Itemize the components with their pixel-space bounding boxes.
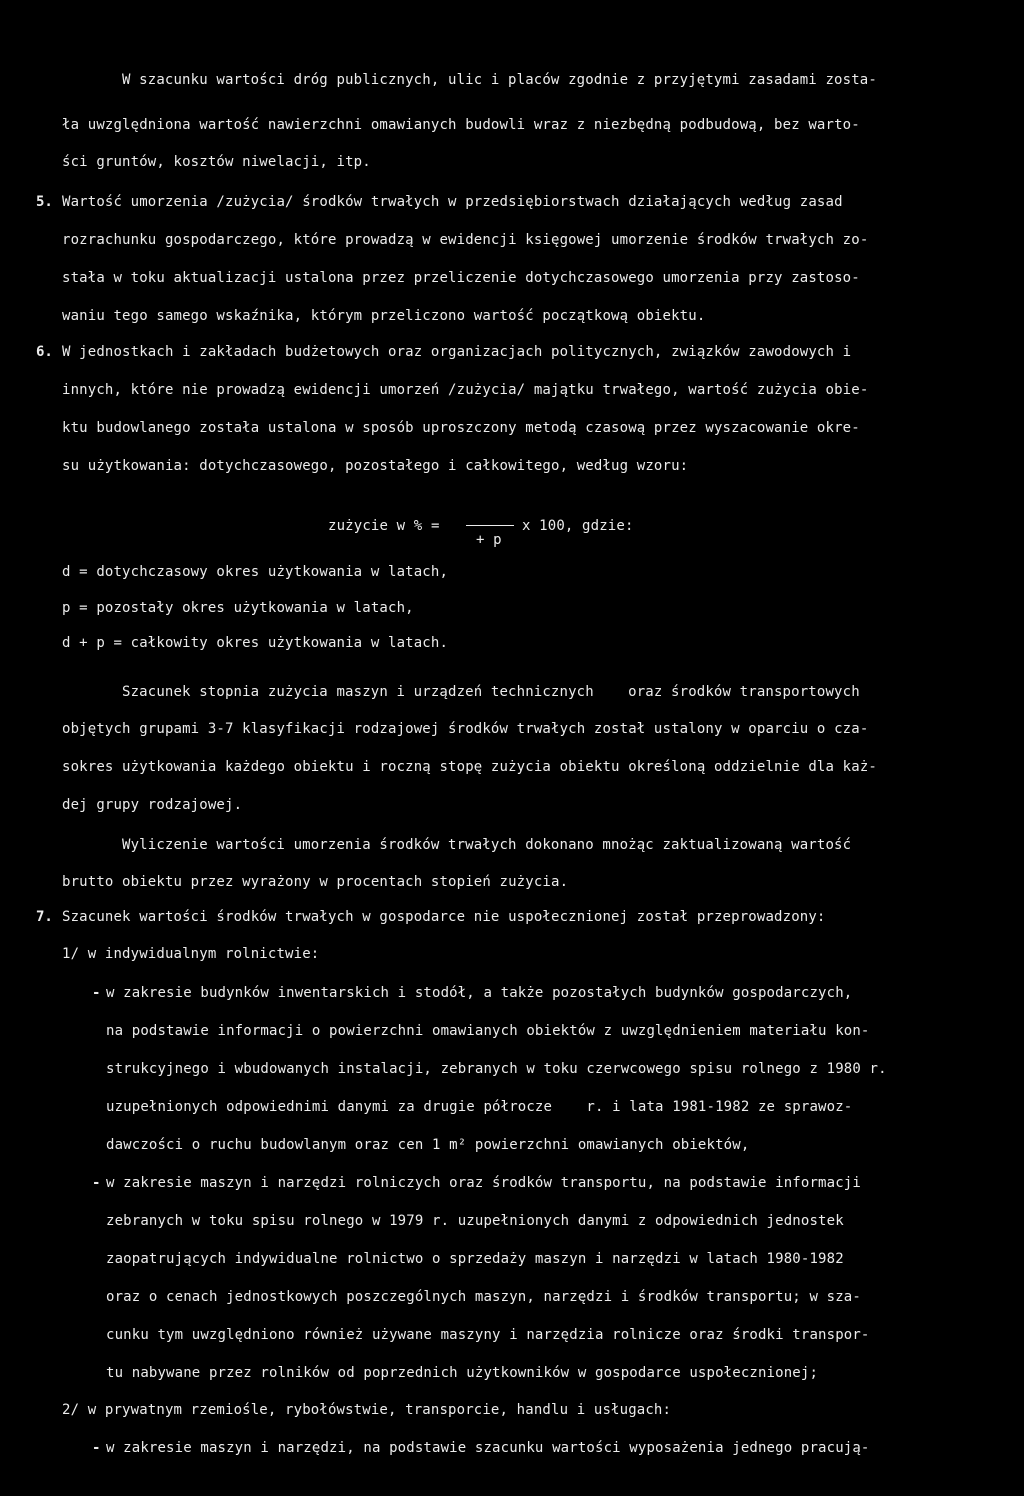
definition-line: d = dotychczasowy okres użytkowania w latach, xyxy=(62,564,449,580)
text-line: w zakresie maszyn i narzędzi, na podstawie szacunku wartości wyposażenia jednego pracują- xyxy=(106,1440,870,1456)
definition-line: p = pozostały okres użytkowania w latach, xyxy=(62,600,414,616)
formula-right: x 100, gdzie: xyxy=(522,518,634,534)
text-line: zaopatrujących indywidualne rolnictwo o sprzedaży maszyn i narzędzi w latach 1980-1982 xyxy=(106,1251,844,1267)
text-line: ła uwzględniona wartość nawierzchni omawianych budowli wraz z niezbędną podbudową, bez warto- xyxy=(62,117,860,133)
text-line: innych, które nie prowadzą ewidencji umorzeń /zużycia/ majątku trwałego, wartość zużycia obie- xyxy=(62,382,869,398)
list-dash: - xyxy=(92,1440,101,1456)
text-line: dej grupy rodzajowej. xyxy=(62,797,243,813)
list-dash: - xyxy=(92,985,101,1001)
text-line: stała w toku aktualizacji ustalona przez przeliczenie dotychczasowego umorzenia przy zastoso- xyxy=(62,270,860,286)
text-line: strukcyjnego i wbudowanych instalacji, zebranych w toku czerwcowego spisu rolnego z 1980 r. xyxy=(106,1061,887,1077)
text-line: brutto obiektu przez wyrażony w procentach stopień zużycia. xyxy=(62,874,569,890)
subsection-label: 1/ w indywidualnym rolnictwie: xyxy=(62,946,320,962)
text-line: Wyliczenie wartości umorzenia środków trwałych dokonano mnożąc zaktualizowaną wartość xyxy=(122,837,852,853)
definition-line: d + p = całkowity okres użytkowania w latach. xyxy=(62,635,449,651)
text-line: oraz o cenach jednostkowych poszczególnych maszyn, narzędzi i środków transportu; w sza- xyxy=(106,1289,861,1305)
formula-left: zużycie w % = xyxy=(328,518,440,534)
text-line: ktu budowlanego została ustalona w sposób uproszczony metodą czasową przez wyszacowanie okre- xyxy=(62,420,860,436)
text-line: Szacunek stopnia zużycia maszyn i urządzeń technicznych oraz środków transportowych xyxy=(122,684,860,700)
text-line: su użytkowania: dotychczasowego, pozostałego i całkowitego, według wzoru: xyxy=(62,458,689,474)
text-line: w zakresie budynków inwentarskich i stodół, a także pozostałych budynków gospodarczych, xyxy=(106,985,853,1001)
text-line: W szacunku wartości dróg publicznych, ulic i placów zgodnie z przyjętymi zasadami zosta- xyxy=(122,72,877,88)
section-number: 5. xyxy=(36,194,53,210)
section-number: 6. xyxy=(36,344,53,360)
text-line: cunku tym uwzględniono również używane maszyny i narzędzia rolnicze oraz środki transpor- xyxy=(106,1327,870,1343)
section-number: 7. xyxy=(36,909,53,925)
formula-denominator: + p xyxy=(476,532,502,548)
text-line: dawczości o ruchu budowlanym oraz cen 1 m² powierzchni omawianych obiektów, xyxy=(106,1137,750,1153)
text-line: objętych grupami 3-7 klasyfikacji rodzajowej środków trwałych został ustalony w oparciu o cza- xyxy=(62,721,869,737)
fraction-bar xyxy=(466,525,514,526)
subsection-label: 2/ w prywatnym rzemiośle, rybołówstwie, transporcie, handlu i usługach: xyxy=(62,1402,672,1418)
text-line: na podstawie informacji o powierzchni omawianych obiektów z uwzględnieniem materiału kon- xyxy=(106,1023,870,1039)
text-line: W jednostkach i zakładach budżetowych oraz organizacjach politycznych, związków zawodowych i xyxy=(62,344,852,360)
text-line: w zakresie maszyn i narzędzi rolniczych oraz środków transportu, na podstawie informacji xyxy=(106,1175,861,1191)
text-line: Szacunek wartości środków trwałych w gospodarce nie uspołecznionej został przeprowadzony: xyxy=(62,909,826,925)
text-line: sokres użytkowania każdego obiektu i roczną stopę zużycia obiektu określoną oddzielnie dla każ- xyxy=(62,759,877,775)
text-line: tu nabywane przez rolników od poprzednich użytkowników w gospodarce uspołecznionej; xyxy=(106,1365,819,1381)
text-line: Wartość umorzenia /zużycia/ środków trwałych w przedsiębiorstwach działających według zasad xyxy=(62,194,843,210)
text-line: zebranych w toku spisu rolnego w 1979 r. uzupełnionych danymi z odpowiednich jednostek xyxy=(106,1213,844,1229)
text-line: waniu tego samego wskaźnika, którym przeliczono wartość początkową obiektu. xyxy=(62,308,706,324)
text-line: ści gruntów, kosztów niwelacji, itp. xyxy=(62,154,371,170)
list-dash: - xyxy=(92,1175,101,1191)
text-line: rozrachunku gospodarczego, które prowadzą w ewidencji księgowej umorzenie środków trwałych zo- xyxy=(62,232,869,248)
text-line: uzupełnionych odpowiednimi danymi za drugie półrocze r. i lata 1981-1982 ze sprawoz- xyxy=(106,1099,853,1115)
